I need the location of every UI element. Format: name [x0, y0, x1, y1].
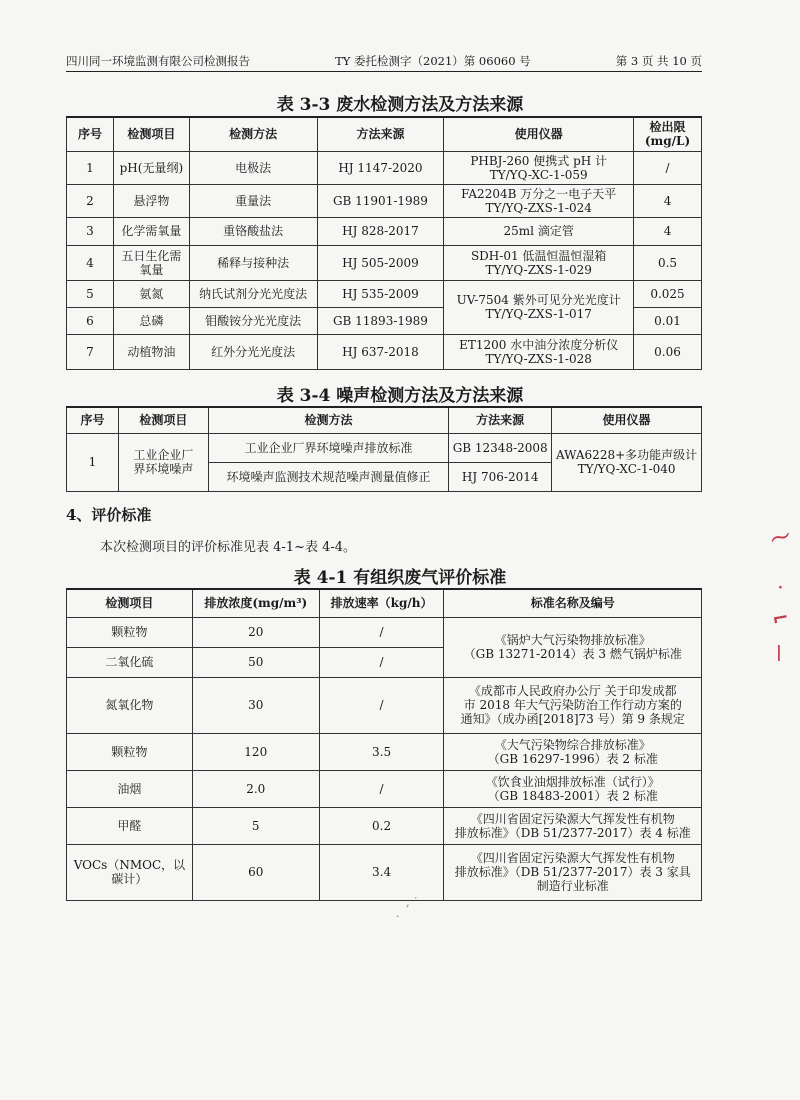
- cell-conc: 2.0: [192, 770, 319, 807]
- cell-standard: 《成都市人民政府办公厅 关于印发成都 市 2018 年大气污染防治工作行动方案的 通知》（成办函[2018]73 号）第 9 条规定: [444, 677, 702, 733]
- cell-no: 1: [67, 151, 114, 184]
- cell-no: 6: [67, 307, 114, 334]
- table-3-4: [66, 406, 702, 492]
- cell-no: 3: [67, 217, 114, 245]
- section-paragraph: 本次检测项目的评价标准见表 4-1~表 4-4。: [100, 540, 357, 555]
- cell-item: 二氧化硫: [67, 647, 193, 677]
- cell-item: 总磷: [113, 307, 189, 334]
- scan-speck: ‚ ˙: [406, 896, 419, 909]
- col-header: 检测项目: [67, 589, 193, 617]
- table-4-1-title: 表 4-1 有组织废气评价标准: [293, 568, 507, 588]
- table-row: [67, 151, 702, 184]
- cell-no: 7: [67, 334, 114, 369]
- table-row: [67, 844, 702, 900]
- cell-no: 2: [67, 184, 114, 217]
- cell-method: 电极法: [189, 151, 317, 184]
- table-3-3: [66, 116, 702, 370]
- col-header: 使用仪器: [552, 407, 702, 433]
- cell-standard: 《大气污染物综合排放标准》 （GB 16297-1996）表 2 标准: [444, 733, 702, 770]
- scan-speck: ·: [396, 910, 400, 923]
- cell-standard: 《饮食业油烟排放标准（试行）》 （GB 18483-2001）表 2 标准: [444, 770, 702, 807]
- cell-no: 5: [67, 280, 114, 307]
- cell-instrument: PHBJ-260 便携式 pH 计 TY/YQ-XC-1-059: [444, 151, 634, 184]
- seal-fragment-mark: 〜: [767, 523, 795, 553]
- table-3-4-title: 表 3-4 噪声检测方法及方法来源: [276, 386, 524, 406]
- table-row: [67, 807, 702, 844]
- table-row: [67, 733, 702, 770]
- col-header: 检测方法: [189, 117, 317, 151]
- cell-no: 4: [67, 245, 114, 280]
- col-header: 方法来源: [449, 407, 552, 433]
- col-header: 序号: [67, 407, 119, 433]
- cell-instrument: ET1200 水中油分浓度分析仪 TY/YQ-ZXS-1-028: [444, 334, 634, 369]
- cell-conc: 50: [192, 647, 319, 677]
- cell-source: HJ 1147-2020: [317, 151, 444, 184]
- col-header: 序号: [67, 117, 114, 151]
- cell-conc: 30: [192, 677, 319, 733]
- cell-rate: /: [319, 677, 444, 733]
- cell-conc: 20: [192, 617, 319, 647]
- table-row: [67, 184, 702, 217]
- table-4-1: [66, 588, 702, 901]
- col-header: 排放速率（kg/h）: [319, 589, 444, 617]
- cell-item: VOCs（NMOC，以 碳计）: [67, 844, 193, 900]
- cell-rate: 0.2: [319, 807, 444, 844]
- cell-conc: 60: [192, 844, 319, 900]
- page-header: [66, 52, 702, 70]
- cell-method: 纳氏试剂分光光度法: [189, 280, 317, 307]
- cell-instrument: AWA6228+多功能声级计 TY/YQ-XC-1-040: [552, 433, 702, 491]
- cell-source: GB 12348-2008: [449, 433, 552, 462]
- cell-item: 五日生化需 氧量: [113, 245, 189, 280]
- cell-source: HJ 828-2017: [317, 217, 444, 245]
- cell-conc: 120: [192, 733, 319, 770]
- cell-item: pH(无量纲): [113, 151, 189, 184]
- cell-rate: /: [319, 770, 444, 807]
- col-header: 检测项目: [118, 407, 208, 433]
- col-header: 检出限(mg/L): [634, 117, 702, 151]
- cell-method: 环境噪声监测技术规范噪声测量值修正: [208, 462, 449, 491]
- cell-source: HJ 637-2018: [317, 334, 444, 369]
- cell-source: GB 11901-1989: [317, 184, 444, 217]
- col-header: 使用仪器: [444, 117, 634, 151]
- table-row: [67, 245, 702, 280]
- cell-source: HJ 535-2009: [317, 280, 444, 307]
- cell-instrument: 25ml 滴定管: [444, 217, 634, 245]
- cell-limit: 0.01: [634, 307, 702, 334]
- col-header: 标准名称及编号: [444, 589, 702, 617]
- seal-fragment-mark: |: [776, 642, 782, 661]
- cell-instrument: UV-7504 紫外可见分光光度计 TY/YQ-ZXS-1-017: [444, 280, 634, 334]
- cell-conc: 5: [192, 807, 319, 844]
- cell-standard: 《四川省固定污染源大气挥发性有机物 排放标准》（DB 51/2377-2017）表 4 标准: [444, 807, 702, 844]
- cell-rate: /: [319, 617, 444, 647]
- cell-method: 重铬酸盐法: [189, 217, 317, 245]
- cell-item: 氨氮: [113, 280, 189, 307]
- section-heading: 4、评价标准: [66, 506, 152, 524]
- cell-limit: 0.5: [634, 245, 702, 280]
- cell-item: 氮氧化物: [67, 677, 193, 733]
- cell-limit: 4: [634, 217, 702, 245]
- table-row: [67, 770, 702, 807]
- cell-standard: 《锅炉大气污染物排放标准》 （GB 13271-2014）表 3 燃气锅炉标准: [444, 617, 702, 677]
- cell-item: 油烟: [67, 770, 193, 807]
- report-number: TY 委托检测字（2021）第 06060 号: [335, 54, 531, 68]
- cell-limit: 4: [634, 184, 702, 217]
- cell-item: 甲醛: [67, 807, 193, 844]
- cell-no: 1: [67, 433, 119, 491]
- table-row: [67, 617, 702, 647]
- cell-method: 工业企业厂界环境噪声排放标准: [208, 433, 449, 462]
- cell-item: 悬浮物: [113, 184, 189, 217]
- cell-item: 动植物油: [113, 334, 189, 369]
- table-row: [67, 334, 702, 369]
- seal-fragment-mark: ⌐: [770, 604, 791, 632]
- cell-method: 稀释与接种法: [189, 245, 317, 280]
- table-row: [67, 677, 702, 733]
- page-number: 第 3 页 共 10 页: [615, 54, 702, 68]
- cell-method: 红外分光光度法: [189, 334, 317, 369]
- col-header: 方法来源: [317, 117, 444, 151]
- cell-limit: 0.06: [634, 334, 702, 369]
- cell-item: 颗粒物: [67, 733, 193, 770]
- cell-instrument: SDH-01 低温恒温恒湿箱 TY/YQ-ZXS-1-029: [444, 245, 634, 280]
- table-row: [67, 280, 702, 307]
- cell-item: 化学需氧量: [113, 217, 189, 245]
- cell-rate: 3.4: [319, 844, 444, 900]
- col-header: 检测项目: [113, 117, 189, 151]
- table-row: [67, 433, 702, 462]
- cell-item: 颗粒物: [67, 617, 193, 647]
- header-rule: [66, 71, 702, 72]
- seal-fragment-mark: ·: [778, 580, 783, 596]
- table-row: [67, 217, 702, 245]
- cell-item: 工业企业厂 界环境噪声: [118, 433, 208, 491]
- cell-rate: /: [319, 647, 444, 677]
- col-header: 排放浓度(mg/m³): [192, 589, 319, 617]
- cell-rate: 3.5: [319, 733, 444, 770]
- cell-source: HJ 505-2009: [317, 245, 444, 280]
- col-header: 检测方法: [208, 407, 449, 433]
- cell-limit: /: [634, 151, 702, 184]
- cell-source: GB 11893-1989: [317, 307, 444, 334]
- table-3-3-title: 表 3-3 废水检测方法及方法来源: [276, 95, 524, 115]
- cell-limit: 0.025: [634, 280, 702, 307]
- cell-method: 钼酸铵分光光度法: [189, 307, 317, 334]
- company-name: 四川同一环境监测有限公司检测报告: [66, 54, 250, 68]
- cell-standard: 《四川省固定污染源大气挥发性有机物 排放标准》（DB 51/2377-2017）表 3 家具 制造行业标准: [444, 844, 702, 900]
- cell-source: HJ 706-2014: [449, 462, 552, 491]
- cell-method: 重量法: [189, 184, 317, 217]
- cell-instrument: FA2204B 万分之一电子天平 TY/YQ-ZXS-1-024: [444, 184, 634, 217]
